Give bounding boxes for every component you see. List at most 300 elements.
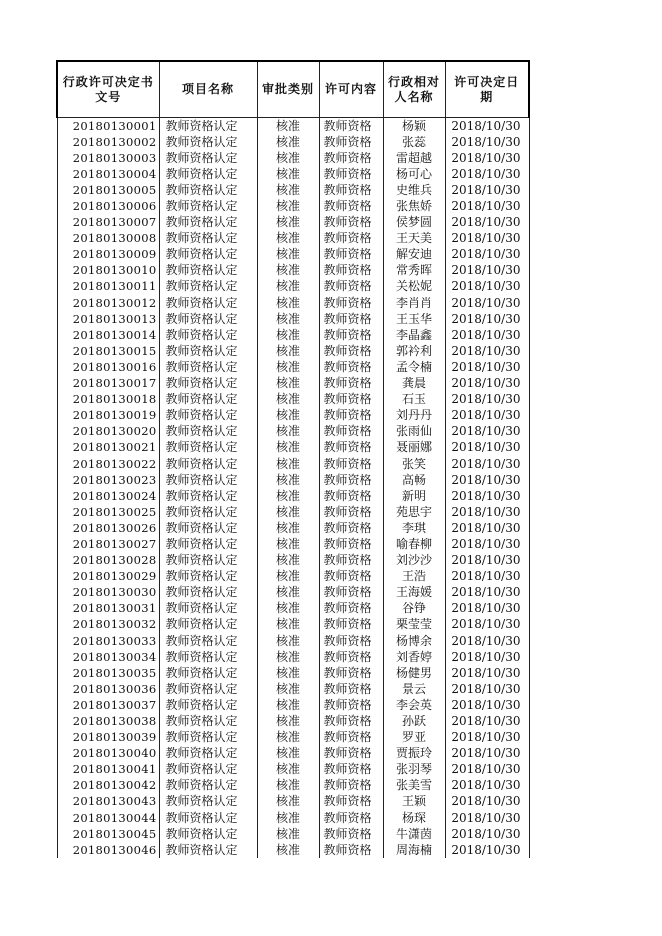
cell-decision-number[interactable]: 20180130038 xyxy=(57,713,159,729)
cell-decision-date[interactable]: 2018/10/30 xyxy=(445,649,529,665)
cell-project-name[interactable]: 教师资格认定 xyxy=(159,681,257,697)
cell-decision-date[interactable]: 2018/10/30 xyxy=(445,376,529,392)
cell-counterparty-name[interactable]: 杨琛 xyxy=(383,810,445,826)
table-row xyxy=(57,424,529,440)
cell-license-content[interactable]: 教师资格 xyxy=(319,456,383,472)
cell-decision-date[interactable]: 2018/10/30 xyxy=(445,665,529,681)
cell-decision-date[interactable]: 2018/10/30 xyxy=(445,842,529,858)
cell-license-content[interactable]: 教师资格 xyxy=(319,794,383,810)
cell-decision-number[interactable]: 20180130016 xyxy=(57,359,159,375)
cell-approval-category[interactable]: 核准 xyxy=(257,150,319,166)
cell-license-content[interactable]: 教师资格 xyxy=(319,520,383,536)
cell-decision-date[interactable]: 2018/10/30 xyxy=(445,215,529,231)
cell-counterparty-name[interactable]: 常秀晖 xyxy=(383,263,445,279)
cell-project-name[interactable]: 教师资格认定 xyxy=(159,472,257,488)
cell-project-name[interactable]: 教师资格认定 xyxy=(159,794,257,810)
cell-decision-number[interactable]: 20180130037 xyxy=(57,697,159,713)
cell-project-name[interactable]: 教师资格认定 xyxy=(159,520,257,536)
header-decision-date[interactable]: 许可决定日期 xyxy=(445,61,529,118)
cell-decision-date[interactable]: 2018/10/30 xyxy=(445,633,529,649)
cell-approval-category[interactable]: 核准 xyxy=(257,231,319,247)
cell-decision-date[interactable]: 2018/10/30 xyxy=(445,569,529,585)
cell-decision-number[interactable]: 20180130019 xyxy=(57,408,159,424)
cell-decision-number[interactable]: 20180130012 xyxy=(57,295,159,311)
table-row xyxy=(57,295,529,311)
cell-counterparty-name[interactable]: 孟令楠 xyxy=(383,359,445,375)
cell-project-name[interactable]: 教师资格认定 xyxy=(159,247,257,263)
cell-license-content[interactable]: 教师资格 xyxy=(319,842,383,858)
cell-approval-category[interactable]: 核准 xyxy=(257,520,319,536)
cell-decision-number[interactable]: 20180130045 xyxy=(57,826,159,842)
cell-project-name[interactable]: 教师资格认定 xyxy=(159,295,257,311)
cell-decision-date[interactable]: 2018/10/30 xyxy=(445,263,529,279)
cell-license-content[interactable]: 教师资格 xyxy=(319,279,383,295)
cell-decision-number[interactable]: 20180130024 xyxy=(57,488,159,504)
cell-decision-number[interactable]: 20180130035 xyxy=(57,665,159,681)
cell-license-content[interactable]: 教师资格 xyxy=(319,810,383,826)
cell-approval-category[interactable]: 核准 xyxy=(257,746,319,762)
cell-decision-number[interactable]: 20180130011 xyxy=(57,279,159,295)
cell-approval-category[interactable]: 核准 xyxy=(257,553,319,569)
table-row xyxy=(57,585,529,601)
cell-project-name[interactable]: 教师资格认定 xyxy=(159,553,257,569)
cell-counterparty-name[interactable]: 雷超越 xyxy=(383,150,445,166)
cell-project-name[interactable]: 教师资格认定 xyxy=(159,746,257,762)
cell-project-name[interactable]: 教师资格认定 xyxy=(159,166,257,182)
table-row xyxy=(57,649,529,665)
cell-approval-category[interactable]: 核准 xyxy=(257,681,319,697)
cell-license-content[interactable]: 教师资格 xyxy=(319,778,383,794)
cell-approval-category[interactable]: 核准 xyxy=(257,665,319,681)
cell-counterparty-name[interactable]: 刘丹丹 xyxy=(383,408,445,424)
cell-decision-date[interactable]: 2018/10/30 xyxy=(445,520,529,536)
cell-counterparty-name[interactable]: 谷铮 xyxy=(383,601,445,617)
cell-license-content[interactable]: 教师资格 xyxy=(319,665,383,681)
cell-approval-category[interactable]: 核准 xyxy=(257,424,319,440)
cell-license-content[interactable]: 教师资格 xyxy=(319,215,383,231)
cell-counterparty-name[interactable]: 刘香婷 xyxy=(383,649,445,665)
cell-counterparty-name[interactable]: 侯梦圆 xyxy=(383,215,445,231)
cell-counterparty-name[interactable]: 史维兵 xyxy=(383,182,445,198)
cell-decision-number[interactable]: 20180130043 xyxy=(57,794,159,810)
table-row xyxy=(57,327,529,343)
cell-license-content[interactable]: 教师资格 xyxy=(319,504,383,520)
cell-approval-category[interactable]: 核准 xyxy=(257,585,319,601)
cell-decision-date[interactable]: 2018/10/30 xyxy=(445,408,529,424)
cell-decision-number[interactable]: 20180130046 xyxy=(57,842,159,858)
cell-project-name[interactable]: 教师资格认定 xyxy=(159,198,257,214)
cell-decision-date[interactable]: 2018/10/30 xyxy=(445,472,529,488)
cell-decision-date[interactable]: 2018/10/30 xyxy=(445,327,529,343)
cell-decision-number[interactable]: 20180130030 xyxy=(57,585,159,601)
cell-project-name[interactable]: 教师资格认定 xyxy=(159,842,257,858)
cell-counterparty-name[interactable]: 牛潇茵 xyxy=(383,826,445,842)
cell-project-name[interactable]: 教师资格认定 xyxy=(159,536,257,552)
cell-license-content[interactable]: 教师资格 xyxy=(319,633,383,649)
cell-decision-date[interactable]: 2018/10/30 xyxy=(445,536,529,552)
cell-counterparty-name[interactable]: 景云 xyxy=(383,681,445,697)
cell-license-content[interactable]: 教师资格 xyxy=(319,536,383,552)
cell-decision-date[interactable]: 2018/10/30 xyxy=(445,311,529,327)
header-decision-number[interactable]: 行政许可决定书文号 xyxy=(57,61,159,118)
cell-project-name[interactable]: 教师资格认定 xyxy=(159,182,257,198)
cell-license-content[interactable]: 教师资格 xyxy=(319,408,383,424)
header-project-name[interactable]: 项目名称 xyxy=(159,61,257,118)
cell-project-name[interactable]: 教师资格认定 xyxy=(159,150,257,166)
cell-license-content[interactable]: 教师资格 xyxy=(319,247,383,263)
table-row xyxy=(57,359,529,375)
cell-counterparty-name[interactable]: 孙跃 xyxy=(383,713,445,729)
cell-counterparty-name[interactable]: 栗莹莹 xyxy=(383,617,445,633)
cell-project-name[interactable]: 教师资格认定 xyxy=(159,713,257,729)
cell-counterparty-name[interactable]: 王浩 xyxy=(383,569,445,585)
cell-approval-category[interactable]: 核准 xyxy=(257,762,319,778)
table-row xyxy=(57,376,529,392)
cell-project-name[interactable]: 教师资格认定 xyxy=(159,601,257,617)
cell-license-content[interactable]: 教师资格 xyxy=(319,601,383,617)
cell-license-content[interactable]: 教师资格 xyxy=(319,424,383,440)
cell-approval-category[interactable]: 核准 xyxy=(257,295,319,311)
cell-decision-date[interactable]: 2018/10/30 xyxy=(445,456,529,472)
cell-counterparty-name[interactable]: 张蕊 xyxy=(383,134,445,150)
cell-decision-date[interactable]: 2018/10/30 xyxy=(445,601,529,617)
cell-counterparty-name[interactable]: 李会英 xyxy=(383,697,445,713)
cell-approval-category[interactable]: 核准 xyxy=(257,392,319,408)
cell-approval-category[interactable]: 核准 xyxy=(257,343,319,359)
cell-counterparty-name[interactable]: 杨健男 xyxy=(383,665,445,681)
cell-counterparty-name[interactable]: 解安迪 xyxy=(383,247,445,263)
cell-decision-number[interactable]: 20180130003 xyxy=(57,150,159,166)
cell-decision-date[interactable]: 2018/10/30 xyxy=(445,794,529,810)
cell-decision-number[interactable]: 20180130013 xyxy=(57,311,159,327)
cell-decision-number[interactable]: 20180130004 xyxy=(57,166,159,182)
cell-license-content[interactable]: 教师资格 xyxy=(319,488,383,504)
cell-decision-number[interactable]: 20180130031 xyxy=(57,601,159,617)
cell-project-name[interactable]: 教师资格认定 xyxy=(159,665,257,681)
cell-project-name[interactable]: 教师资格认定 xyxy=(159,569,257,585)
cell-decision-number[interactable]: 20180130028 xyxy=(57,553,159,569)
cell-decision-number[interactable]: 20180130032 xyxy=(57,617,159,633)
cell-license-content[interactable]: 教师资格 xyxy=(319,681,383,697)
cell-project-name[interactable]: 教师资格认定 xyxy=(159,118,257,135)
cell-decision-date[interactable]: 2018/10/30 xyxy=(445,231,529,247)
cell-counterparty-name[interactable]: 李琪 xyxy=(383,520,445,536)
cell-license-content[interactable]: 教师资格 xyxy=(319,182,383,198)
cell-license-content[interactable]: 教师资格 xyxy=(319,553,383,569)
cell-counterparty-name[interactable]: 苑思宇 xyxy=(383,504,445,520)
cell-decision-number[interactable]: 20180130008 xyxy=(57,231,159,247)
table-row xyxy=(57,617,529,633)
header-license-content[interactable]: 许可内容 xyxy=(319,61,383,118)
cell-project-name[interactable]: 教师资格认定 xyxy=(159,810,257,826)
cell-decision-number[interactable]: 20180130034 xyxy=(57,649,159,665)
cell-counterparty-name[interactable]: 李肖肖 xyxy=(383,295,445,311)
cell-approval-category[interactable]: 核准 xyxy=(257,408,319,424)
cell-project-name[interactable]: 教师资格认定 xyxy=(159,311,257,327)
header-counterparty-name[interactable]: 行政相对人名称 xyxy=(383,61,445,118)
spreadsheet xyxy=(56,60,528,858)
cell-decision-date[interactable]: 2018/10/30 xyxy=(445,778,529,794)
cell-project-name[interactable]: 教师资格认定 xyxy=(159,408,257,424)
cell-decision-date[interactable]: 2018/10/30 xyxy=(445,150,529,166)
cell-counterparty-name[interactable]: 张笑 xyxy=(383,456,445,472)
cell-approval-category[interactable]: 核准 xyxy=(257,118,319,135)
cell-license-content[interactable]: 教师资格 xyxy=(319,118,383,135)
cell-counterparty-name[interactable]: 杨可心 xyxy=(383,166,445,182)
cell-decision-date[interactable]: 2018/10/30 xyxy=(445,134,529,150)
cell-counterparty-name[interactable]: 新明 xyxy=(383,488,445,504)
cell-counterparty-name[interactable]: 龚晨 xyxy=(383,376,445,392)
cell-approval-category[interactable]: 核准 xyxy=(257,359,319,375)
cell-decision-number[interactable]: 20180130042 xyxy=(57,778,159,794)
cell-decision-number[interactable]: 20180130015 xyxy=(57,343,159,359)
cell-counterparty-name[interactable]: 张焦娇 xyxy=(383,198,445,214)
cell-project-name[interactable]: 教师资格认定 xyxy=(159,633,257,649)
cell-decision-number[interactable]: 20180130025 xyxy=(57,504,159,520)
cell-approval-category[interactable]: 核准 xyxy=(257,536,319,552)
cell-decision-number[interactable]: 20180130006 xyxy=(57,198,159,214)
cell-counterparty-name[interactable]: 石玉 xyxy=(383,392,445,408)
cell-license-content[interactable]: 教师资格 xyxy=(319,569,383,585)
cell-decision-date[interactable]: 2018/10/30 xyxy=(445,697,529,713)
cell-project-name[interactable]: 教师资格认定 xyxy=(159,730,257,746)
cell-decision-number[interactable]: 20180130033 xyxy=(57,633,159,649)
cell-decision-number[interactable]: 20180130018 xyxy=(57,392,159,408)
cell-decision-number[interactable]: 20180130014 xyxy=(57,327,159,343)
header-approval-category[interactable]: 审批类别 xyxy=(257,61,319,118)
cell-decision-date[interactable]: 2018/10/30 xyxy=(445,166,529,182)
cell-license-content[interactable]: 教师资格 xyxy=(319,762,383,778)
cell-decision-number[interactable]: 20180130029 xyxy=(57,569,159,585)
cell-project-name[interactable]: 教师资格认定 xyxy=(159,456,257,472)
cell-approval-category[interactable]: 核准 xyxy=(257,456,319,472)
cell-decision-date[interactable]: 2018/10/30 xyxy=(445,553,529,569)
cell-decision-date[interactable]: 2018/10/30 xyxy=(445,182,529,198)
cell-approval-category[interactable]: 核准 xyxy=(257,794,319,810)
cell-approval-category[interactable]: 核准 xyxy=(257,617,319,633)
cell-license-content[interactable]: 教师资格 xyxy=(319,746,383,762)
table-row xyxy=(57,231,529,247)
cell-approval-category[interactable]: 核准 xyxy=(257,472,319,488)
cell-counterparty-name[interactable]: 喻春柳 xyxy=(383,536,445,552)
cell-project-name[interactable]: 教师资格认定 xyxy=(159,327,257,343)
cell-license-content[interactable]: 教师资格 xyxy=(319,343,383,359)
cell-project-name[interactable]: 教师资格认定 xyxy=(159,376,257,392)
cell-license-content[interactable]: 教师资格 xyxy=(319,327,383,343)
cell-decision-number[interactable]: 20180130021 xyxy=(57,440,159,456)
cell-decision-date[interactable]: 2018/10/30 xyxy=(445,504,529,520)
cell-project-name[interactable]: 教师资格认定 xyxy=(159,231,257,247)
cell-approval-category[interactable]: 核准 xyxy=(257,778,319,794)
cell-counterparty-name[interactable]: 李晶鑫 xyxy=(383,327,445,343)
cell-approval-category[interactable]: 核准 xyxy=(257,730,319,746)
cell-counterparty-name[interactable]: 王天美 xyxy=(383,231,445,247)
cell-decision-number[interactable]: 20180130009 xyxy=(57,247,159,263)
cell-project-name[interactable]: 教师资格认定 xyxy=(159,359,257,375)
cell-project-name[interactable]: 教师资格认定 xyxy=(159,279,257,295)
cell-approval-category[interactable]: 核准 xyxy=(257,697,319,713)
cell-project-name[interactable]: 教师资格认定 xyxy=(159,215,257,231)
table-row xyxy=(57,472,529,488)
cell-license-content[interactable]: 教师资格 xyxy=(319,440,383,456)
cell-approval-category[interactable]: 核准 xyxy=(257,198,319,214)
cell-decision-number[interactable]: 20180130026 xyxy=(57,520,159,536)
cell-license-content[interactable]: 教师资格 xyxy=(319,166,383,182)
cell-project-name[interactable]: 教师资格认定 xyxy=(159,762,257,778)
cell-project-name[interactable]: 教师资格认定 xyxy=(159,392,257,408)
cell-license-content[interactable]: 教师资格 xyxy=(319,730,383,746)
cell-approval-category[interactable]: 核准 xyxy=(257,826,319,842)
table-row xyxy=(57,794,529,810)
cell-license-content[interactable]: 教师资格 xyxy=(319,376,383,392)
cell-project-name[interactable]: 教师资格认定 xyxy=(159,343,257,359)
cell-counterparty-name[interactable]: 贾振玲 xyxy=(383,746,445,762)
cell-license-content[interactable]: 教师资格 xyxy=(319,150,383,166)
table-row xyxy=(57,569,529,585)
cell-counterparty-name[interactable]: 周海楠 xyxy=(383,842,445,858)
cell-approval-category[interactable]: 核准 xyxy=(257,215,319,231)
cell-decision-date[interactable]: 2018/10/30 xyxy=(445,295,529,311)
cell-license-content[interactable]: 教师资格 xyxy=(319,198,383,214)
cell-decision-date[interactable]: 2018/10/30 xyxy=(445,198,529,214)
cell-approval-category[interactable]: 核准 xyxy=(257,842,319,858)
cell-decision-number[interactable]: 20180130040 xyxy=(57,746,159,762)
cell-decision-number[interactable]: 20180130020 xyxy=(57,424,159,440)
cell-decision-date[interactable]: 2018/10/30 xyxy=(445,826,529,842)
cell-counterparty-name[interactable]: 高畅 xyxy=(383,472,445,488)
cell-approval-category[interactable]: 核准 xyxy=(257,327,319,343)
cell-project-name[interactable]: 教师资格认定 xyxy=(159,826,257,842)
cell-project-name[interactable]: 教师资格认定 xyxy=(159,778,257,794)
cell-approval-category[interactable]: 核准 xyxy=(257,279,319,295)
cell-project-name[interactable]: 教师资格认定 xyxy=(159,697,257,713)
cell-approval-category[interactable]: 核准 xyxy=(257,504,319,520)
cell-counterparty-name[interactable]: 郭衿利 xyxy=(383,343,445,359)
cell-counterparty-name[interactable]: 关松妮 xyxy=(383,279,445,295)
cell-decision-number[interactable]: 20180130010 xyxy=(57,263,159,279)
cell-decision-date[interactable]: 2018/10/30 xyxy=(445,585,529,601)
cell-decision-number[interactable]: 20180130023 xyxy=(57,472,159,488)
cell-decision-date[interactable]: 2018/10/30 xyxy=(445,681,529,697)
cell-decision-date[interactable]: 2018/10/30 xyxy=(445,713,529,729)
cell-decision-number[interactable]: 20180130044 xyxy=(57,810,159,826)
cell-counterparty-name[interactable]: 聂丽娜 xyxy=(383,440,445,456)
cell-decision-number[interactable]: 20180130001 xyxy=(57,118,159,135)
cell-counterparty-name[interactable]: 刘沙沙 xyxy=(383,553,445,569)
cell-decision-date[interactable]: 2018/10/30 xyxy=(445,440,529,456)
cell-decision-date[interactable]: 2018/10/30 xyxy=(445,279,529,295)
cell-approval-category[interactable]: 核准 xyxy=(257,810,319,826)
cell-approval-category[interactable]: 核准 xyxy=(257,311,319,327)
cell-decision-number[interactable]: 20180130017 xyxy=(57,376,159,392)
cell-approval-category[interactable]: 核准 xyxy=(257,633,319,649)
cell-license-content[interactable]: 教师资格 xyxy=(319,263,383,279)
cell-decision-date[interactable]: 2018/10/30 xyxy=(445,392,529,408)
cell-decision-number[interactable]: 20180130039 xyxy=(57,730,159,746)
cell-project-name[interactable]: 教师资格认定 xyxy=(159,617,257,633)
cell-license-content[interactable]: 教师资格 xyxy=(319,713,383,729)
cell-project-name[interactable]: 教师资格认定 xyxy=(159,649,257,665)
cell-decision-number[interactable]: 20180130022 xyxy=(57,456,159,472)
cell-decision-number[interactable]: 20180130002 xyxy=(57,134,159,150)
cell-approval-category[interactable]: 核准 xyxy=(257,440,319,456)
cell-decision-date[interactable]: 2018/10/30 xyxy=(445,617,529,633)
cell-counterparty-name[interactable]: 张雨仙 xyxy=(383,424,445,440)
cell-approval-category[interactable]: 核准 xyxy=(257,569,319,585)
cell-decision-date[interactable]: 2018/10/30 xyxy=(445,810,529,826)
cell-license-content[interactable]: 教师资格 xyxy=(319,472,383,488)
cell-decision-date[interactable]: 2018/10/30 xyxy=(445,762,529,778)
cell-decision-date[interactable]: 2018/10/30 xyxy=(445,359,529,375)
cell-decision-date[interactable]: 2018/10/30 xyxy=(445,424,529,440)
table-row xyxy=(57,118,529,135)
cell-approval-category[interactable]: 核准 xyxy=(257,713,319,729)
cell-approval-category[interactable]: 核准 xyxy=(257,182,319,198)
table-row xyxy=(57,343,529,359)
cell-license-content[interactable]: 教师资格 xyxy=(319,311,383,327)
cell-decision-date[interactable]: 2018/10/30 xyxy=(445,488,529,504)
cell-decision-number[interactable]: 20180130005 xyxy=(57,182,159,198)
cell-approval-category[interactable]: 核准 xyxy=(257,649,319,665)
cell-license-content[interactable]: 教师资格 xyxy=(319,392,383,408)
cell-decision-number[interactable]: 20180130041 xyxy=(57,762,159,778)
cell-license-content[interactable]: 教师资格 xyxy=(319,134,383,150)
cell-project-name[interactable]: 教师资格认定 xyxy=(159,440,257,456)
cell-approval-category[interactable]: 核准 xyxy=(257,601,319,617)
cell-counterparty-name[interactable]: 张羽琴 xyxy=(383,762,445,778)
cell-counterparty-name[interactable]: 罗亚 xyxy=(383,730,445,746)
cell-decision-date[interactable]: 2018/10/30 xyxy=(445,730,529,746)
cell-counterparty-name[interactable]: 王玉华 xyxy=(383,311,445,327)
cell-project-name[interactable]: 教师资格认定 xyxy=(159,134,257,150)
cell-license-content[interactable]: 教师资格 xyxy=(319,295,383,311)
cell-counterparty-name[interactable]: 张美雪 xyxy=(383,778,445,794)
table-row xyxy=(57,456,529,472)
cell-counterparty-name[interactable]: 杨博余 xyxy=(383,633,445,649)
cell-project-name[interactable]: 教师资格认定 xyxy=(159,488,257,504)
cell-decision-number[interactable]: 20180130007 xyxy=(57,215,159,231)
cell-approval-category[interactable]: 核准 xyxy=(257,134,319,150)
cell-approval-category[interactable]: 核准 xyxy=(257,488,319,504)
table-row xyxy=(57,536,529,552)
cell-license-content[interactable]: 教师资格 xyxy=(319,359,383,375)
cell-decision-date[interactable]: 2018/10/30 xyxy=(445,118,529,135)
cell-project-name[interactable]: 教师资格认定 xyxy=(159,585,257,601)
cell-approval-category[interactable]: 核准 xyxy=(257,376,319,392)
cell-license-content[interactable]: 教师资格 xyxy=(319,585,383,601)
cell-project-name[interactable]: 教师资格认定 xyxy=(159,504,257,520)
cell-decision-number[interactable]: 20180130036 xyxy=(57,681,159,697)
cell-approval-category[interactable]: 核准 xyxy=(257,247,319,263)
cell-decision-date[interactable]: 2018/10/30 xyxy=(445,343,529,359)
cell-counterparty-name[interactable]: 王海媛 xyxy=(383,585,445,601)
cell-counterparty-name[interactable]: 杨颖 xyxy=(383,118,445,135)
cell-approval-category[interactable]: 核准 xyxy=(257,166,319,182)
cell-license-content[interactable]: 教师资格 xyxy=(319,231,383,247)
cell-project-name[interactable]: 教师资格认定 xyxy=(159,263,257,279)
cell-counterparty-name[interactable]: 王颖 xyxy=(383,794,445,810)
cell-decision-date[interactable]: 2018/10/30 xyxy=(445,746,529,762)
cell-license-content[interactable]: 教师资格 xyxy=(319,649,383,665)
cell-license-content[interactable]: 教师资格 xyxy=(319,826,383,842)
cell-approval-category[interactable]: 核准 xyxy=(257,263,319,279)
cell-license-content[interactable]: 教师资格 xyxy=(319,617,383,633)
cell-decision-number[interactable]: 20180130027 xyxy=(57,536,159,552)
cell-project-name[interactable]: 教师资格认定 xyxy=(159,424,257,440)
cell-decision-date[interactable]: 2018/10/30 xyxy=(445,247,529,263)
table-row xyxy=(57,488,529,504)
cell-license-content[interactable]: 教师资格 xyxy=(319,697,383,713)
